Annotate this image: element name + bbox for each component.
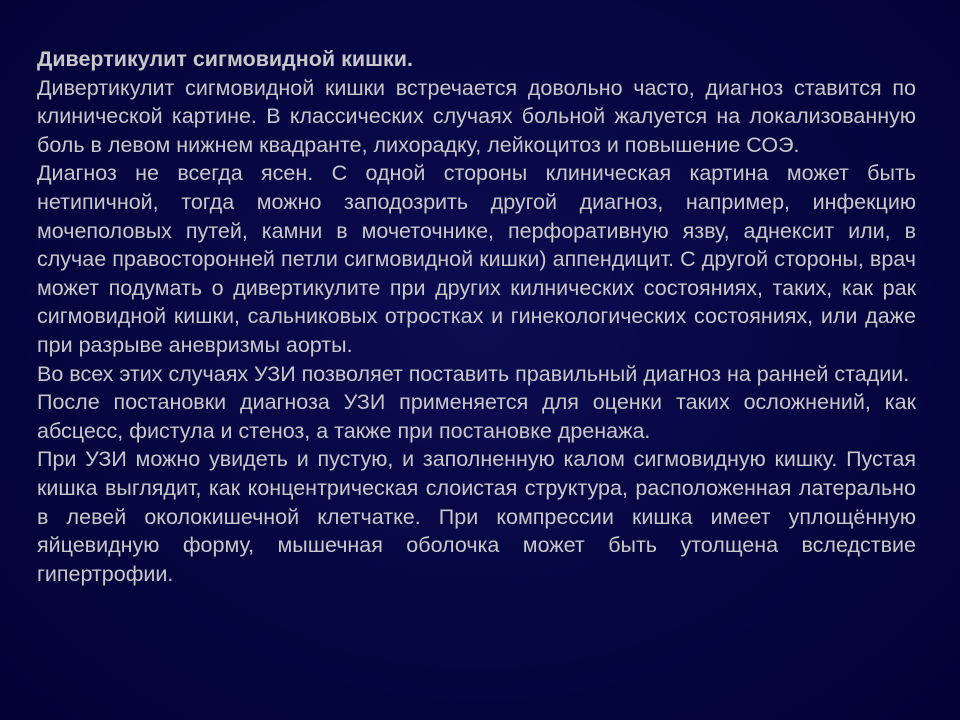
paragraph-4: После постановки диагноза УЗИ применяется для оценки таких осложнений, как абсцесс, фистула и стеноз, а также при постановке дренажа. xyxy=(37,390,916,443)
paragraph-3: Во всех этих случаях УЗИ позволяет поставить правильный диагноз на ранней стадии. xyxy=(37,361,910,386)
paragraph-1: Дивертикулит сигмовидной кишки встречается довольно часто, диагноз ставится по клинической картине. В классических случаях больной жалуется на локализованную боль в левом нижнем квадранте, лихорадку, лейкоцитоз и повышение СОЭ. xyxy=(37,75,916,157)
paragraph-2: Диагноз не всегда ясен. С одной стороны клиническая картина может быть нетипичной, тогда можно заподозрить другой диагноз, например, инфекцию мочеполовых путей, камни в мочеточнике, перфоративную язву, аднексит или, в случае правосторонней петли сигмовидной кишки) аппендицит. С другой стороны, врач может подумать о дивертикулите при других килнических состояниях, таких, как рак сигмовидной кишки, сальниковых отростках и гинекологических состояниях, или даже при разрыве аневризмы аорты. xyxy=(37,161,916,357)
slide-title: Дивертикулит сигмовидной кишки. xyxy=(37,47,413,71)
paragraph-5: При УЗИ можно увидеть и пустую, и заполненную калом сигмовидную кишку. Пустая кишка выглядит, как концентрическая слоистая структура, расположенная латерально в левей околокишечной клетчатке. При компрессии кишка имеет уплощённую яйцевидную форму, мышечная оболочка может быть утолщена вследствие гипертрофии. xyxy=(37,447,916,586)
slide-content xyxy=(37,45,916,588)
